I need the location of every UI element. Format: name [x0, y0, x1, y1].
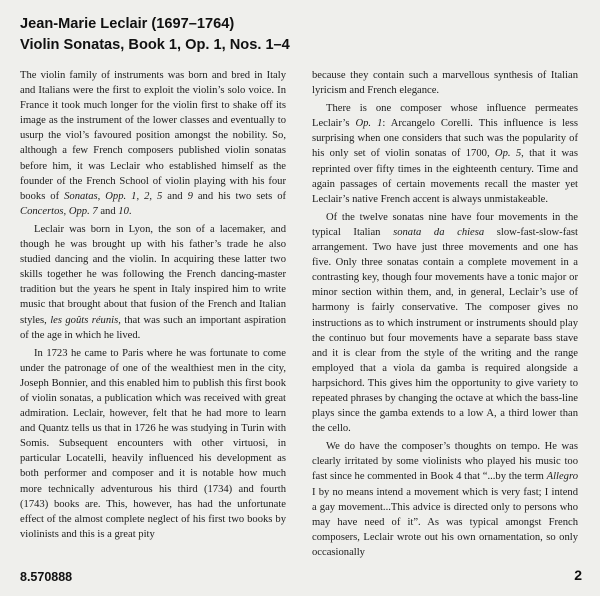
- italic-text: Sonatas, Opp. 1, 2, 5: [64, 190, 163, 202]
- text-run: There is one composer whose influence permeates Leclair’s: [312, 103, 578, 130]
- text-run: because they contain such a marvellous synthesis of Italian lyricism and French elegance.: [312, 70, 578, 97]
- italic-text: 10: [118, 205, 129, 217]
- page-number: 2: [574, 567, 582, 583]
- right-text-column: [312, 68, 578, 563]
- text-run: We do have the composer’s thoughts on tempo. He was clearly irritated by some violinists who played his music too fast since he commented in Book 4 that “...by the term: [312, 441, 578, 483]
- text-run: .: [128, 205, 132, 217]
- text-run: The violin family of instruments was born and bred in Italy and Italians were the first to exploit the violin’s solo voice. In France it took much longer for the violin first to shake off its image as the instrument of the lower classes and eventually to usurp the viol’s favoured position amongst the nobility. So, although a few French composers published violin sonatas before him, it was Leclair who established himself as the founder of the French School of violin playing with his four books of: [20, 70, 286, 202]
- body-paragraph: [20, 222, 286, 343]
- italic-text: 9: [187, 190, 193, 202]
- text-run: Of the twelve sonatas nine have four movements in the typical Italian: [312, 211, 578, 238]
- album-title: Violin Sonatas, Book 1, Op. 1, Nos. 1–4: [20, 37, 290, 53]
- catalog-number: 8.570888: [20, 570, 73, 584]
- text-run: I by no means intend a movement which is very fast; I intend a gay movement...This advice is directed only to persons who may have need of it”. As was typical amongst French composers, Leclair wrote out his own ornamentation, so only occasionally: [312, 486, 578, 558]
- left-text-column: [20, 68, 286, 545]
- italic-text: Allegro: [546, 471, 578, 483]
- composer-heading: Jean-Marie Leclair (1697–1764): [20, 16, 235, 32]
- body-paragraph: [312, 210, 578, 436]
- text-run: : Arcangelo Corelli. This influence is less surprising when one considers that such was the popularity of his only set of violin sonatas of 1700,: [312, 118, 578, 160]
- text-run: and: [97, 205, 119, 217]
- body-paragraph: [312, 439, 578, 560]
- body-paragraph: [312, 101, 578, 207]
- italic-text: sonata da chiesa: [393, 226, 485, 238]
- text-run: and: [162, 190, 188, 202]
- header: [20, 14, 580, 56]
- italic-text: Op. 1: [355, 118, 383, 130]
- text-run: and his two sets of: [192, 190, 287, 202]
- italic-text: Op. 5: [494, 148, 522, 160]
- text-run: In 1723 he came to Paris where he was fortunate to come under the patronage of one of the wealthiest men in the city, Joseph Bonnier, and this enabled him to publish this first book of violin sonatas, a publication which was received with great admiration. Leclair, however, felt that he had more to learn and Quantz tells us that in 1726 he was studying in Turin with Somis. Subsequent encounters with other virtuosi, in particular Locatelli, heavily influenced his development as both performer and composer and it is notable how much more technically adventurous his third (1734) and fourth (1743) books are. This, however, has had the unfortunate effect of the almost complete neglect of his first two books by violinists and this is a great pity: [20, 347, 286, 540]
- body-paragraph: [20, 346, 286, 542]
- italic-text: Concertos, Opp. 7: [20, 205, 98, 217]
- text-run: , that was such an important aspiration of the age in which he lived.: [20, 314, 286, 341]
- text-run: slow-fast-slow-fast arrangement. Two have just three movements and one has five. Only three sonatas contain a complete movement in a contrasting key, though four movements have a tonic major or minor section within them, and, in general, Leclair’s use of harmony is fairly conservative. The composer gives no instructions as to which instrument or instruments should play the continuo but four movements have a separate bass stave and it is clear from the style of the writing and the range employed that a viola da gamba is required alongside a harpsichord. This gives him the opportunity to give variety to repeated phrases by changing the octave at which the bass-line plays since the gamba extends to a low A, a third lower than the cello.: [312, 226, 578, 435]
- body-paragraph: [20, 68, 286, 219]
- text-run: , that it was reprinted over fifty times in the eighteenth century. Time and again passages of certain movements recall the master yet Leclair’s native French accent is always unmistakeable.: [312, 148, 578, 205]
- body-paragraph: [312, 68, 578, 98]
- text-run: Leclair was born in Lyon, the son of a lacemaker, and though he was brought up with his father’s trade he also studied dancing and the violin. In acquiring these latter two skills together he was following the French dancing-master tradition but the years he spent in Italy inspired him to write music that brought about that fusion of the French and Italian styles,: [20, 223, 286, 326]
- italic-text: les goûts réunis: [50, 314, 119, 326]
